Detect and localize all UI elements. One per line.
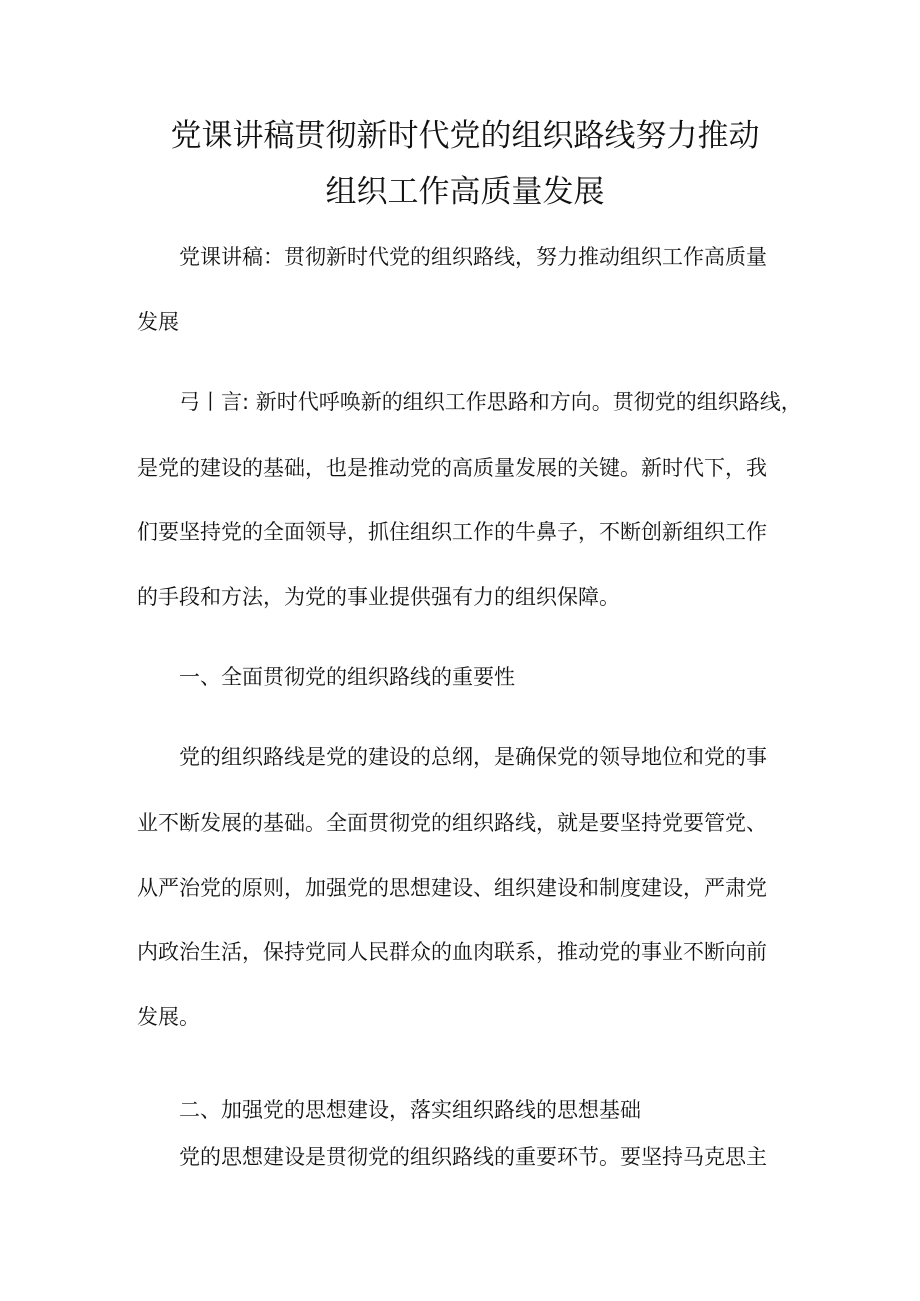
section-1-line-5: 发展。 [137, 1005, 200, 1029]
document-title-line-2: 组织工作高质量发展 [325, 174, 605, 210]
intro-line-3: 们要坚持党的全面领导，抓住组织工作的牛鼻子，不断创新组织工作 [137, 520, 767, 544]
document-title-line-1: 党课讲稿贯彻新时代党的组织路线努力推动 [170, 118, 760, 154]
section-2-line-1: 党的思想建设是贯彻党的组织路线的重要环节。要坚持马克思主 [179, 1145, 767, 1169]
section-1-line-3: 从严治党的原则，加强党的思想建设、组织建设和制度建设，严肃党 [137, 876, 767, 900]
section-1-line-2: 业不断发展的基础。全面贯彻党的组织路线，就是要坚持党要管党、 [137, 811, 767, 835]
intro-line-2: 是党的建设的基础，也是推动党的高质量发展的关键。新时代下，我 [137, 456, 767, 480]
section-2-heading: 二、加强党的思想建设，落实组织路线的思想基础 [179, 1098, 641, 1122]
section-1-line-1: 党的组织路线是党的建设的总纲，是确保党的领导地位和党的事 [179, 745, 767, 769]
subtitle-line-2: 发展 [137, 310, 179, 334]
intro-line-4: 的手段和方法，为党的事业提供强有力的组织保障。 [137, 585, 620, 609]
section-1-heading: 一、全面贯彻党的组织路线的重要性 [179, 665, 515, 689]
section-1-line-4: 内政治生活，保持党同人民群众的血肉联系，推动党的事业不断向前 [137, 940, 767, 964]
intro-line-1: 弓丨言: 新时代呼唤新的组织工作思路和方向。贯彻党的组织路线， [179, 390, 802, 414]
subtitle-line-1: 党课讲稿：贯彻新时代党的组织路线，努力推动组织工作高质量 [179, 245, 767, 269]
